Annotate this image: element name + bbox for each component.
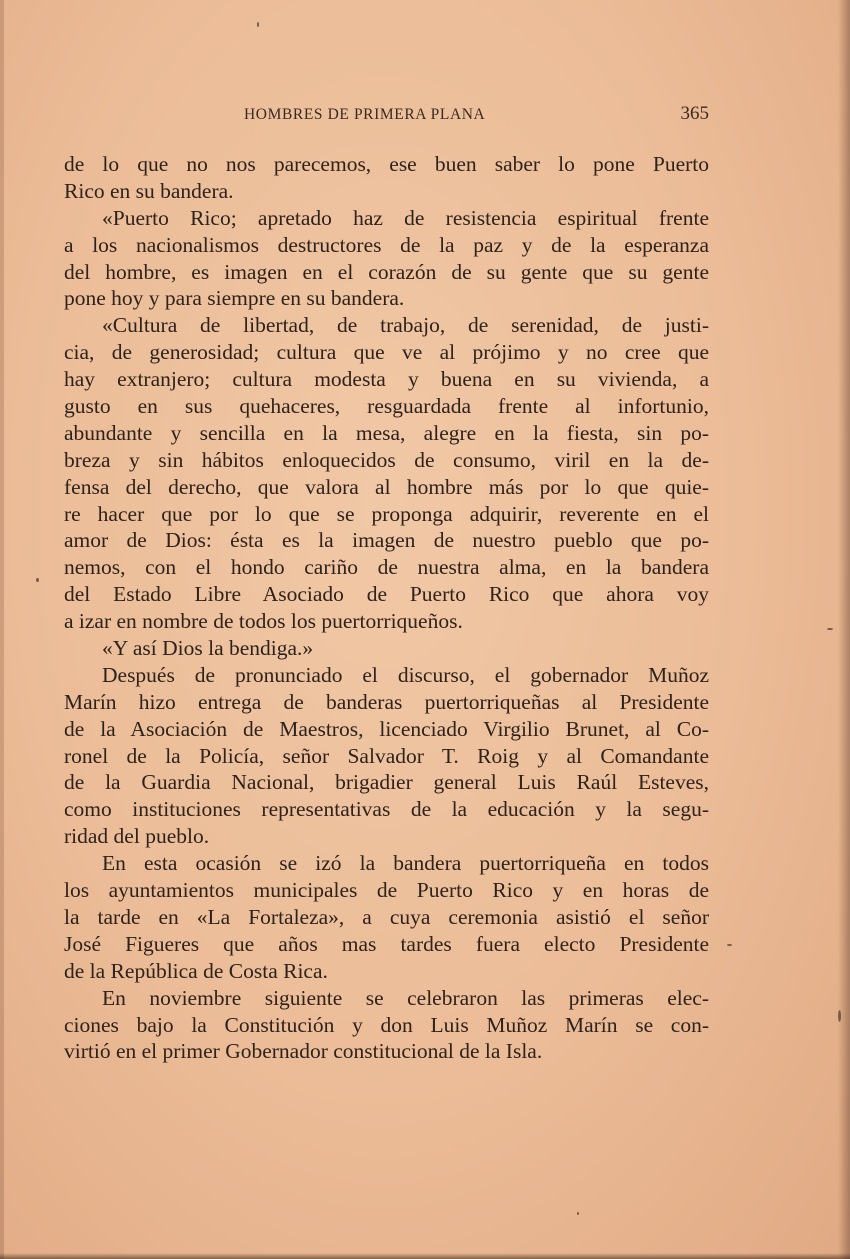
speck: [577, 1212, 579, 1215]
text-line: gusto en sus quehaceres, resguardada frente al infortunio,: [64, 394, 709, 419]
text-line: del hombre, es imagen en el corazón de su gente que su gente: [64, 259, 709, 284]
paragraph: [64, 985, 709, 1066]
text-line: los ayuntamientos municipales de Puerto Rico y en horas de: [64, 878, 709, 903]
body-text: [64, 151, 709, 1065]
paragraph: [64, 635, 709, 662]
text-line: de la República de Costa Rica.: [64, 958, 328, 983]
text-line: amor de Dios: ésta es la imagen de nuestro pueblo que po-: [64, 528, 709, 553]
speck: [827, 628, 833, 630]
text-line: «Cultura de libertad, de trabajo, de serenidad, de justi-: [102, 313, 709, 338]
speck: [727, 944, 732, 946]
speck: [838, 1010, 841, 1022]
text-line: Rico en su bandera.: [64, 178, 234, 203]
running-header: [64, 103, 709, 129]
paragraph: [64, 151, 709, 205]
page-number: 365: [680, 103, 709, 124]
text-line: En noviembre siguiente se celebraron las primeras elec-: [102, 985, 709, 1010]
page-edge-left: [0, 0, 4, 1259]
text-line: como instituciones representativas de la educación y la segu-: [64, 797, 709, 822]
text-line: «Puerto Rico; apretado haz de resistencia espiritual frente: [102, 205, 709, 230]
paragraph: [64, 312, 709, 635]
text-line: ronel de la Policía, señor Salvador T. Roig y al Comandante: [64, 743, 709, 768]
speck: [36, 578, 39, 582]
text-line: ridad del pueblo.: [64, 824, 210, 849]
text-line: abundante y sencilla en la mesa, alegre en la fiesta, sin po-: [64, 420, 709, 445]
text-line: de lo que no nos parecemos, ese buen saber lo pone Puerto: [64, 152, 709, 176]
running-title: HOMBRES DE PRIMERA PLANA: [244, 106, 486, 123]
text-line: fensa del derecho, que valora al hombre más por lo que quie-: [64, 474, 709, 499]
text-line: José Figueres que años mas tardes fuera electo Presidente: [64, 931, 709, 956]
text-line: hay extranjero; cultura modesta y buena en su vivienda, a: [64, 367, 709, 392]
text-line: de la Asociación de Maestros, licenciado Virgilio Brunet, al Co-: [64, 716, 709, 741]
text-line: de la Guardia Nacional, brigadier general Luis Raúl Esteves,: [64, 770, 709, 795]
page-edge-bottom: [0, 1253, 850, 1259]
paragraph: [64, 662, 709, 850]
text-line: En esta ocasión se izó la bandera puertorriqueña en todos: [102, 851, 709, 876]
text-line: «Y así Dios la bendiga.»: [102, 636, 314, 661]
text-line: cia, de generosidad; cultura que ve al prójimo y no cree que: [64, 340, 709, 365]
speck: [257, 22, 259, 27]
text-line: pone hoy y para siempre en su bandera.: [64, 286, 405, 311]
text-line: breza y sin hábitos enloquecidos de consumo, viril en la de-: [64, 447, 709, 472]
text-line: Después de pronunciado el discurso, el gobernador Muñoz: [102, 662, 709, 687]
text-line: re hacer que por lo que se proponga adquirir, reverente en el: [64, 501, 709, 526]
text-line: la tarde en «La Fortaleza», a cuya ceremonia asistió el señor: [64, 904, 709, 929]
text-line: del Estado Libre Asociado de Puerto Rico que ahora voy: [64, 582, 709, 607]
text-line: nemos, con el hondo cariño de nuestra alma, en la bandera: [64, 555, 709, 580]
paragraph: [64, 850, 709, 984]
text-line: ciones bajo la Constitución y don Luis Muñoz Marín se con-: [64, 1012, 709, 1037]
page-edge-right: [838, 0, 850, 1259]
paragraph: [64, 205, 709, 313]
text-line: a izar en nombre de todos los puertorriqueños.: [64, 609, 463, 634]
text-line: virtió en el primer Gobernador constitucional de la Isla.: [64, 1039, 543, 1064]
text-line: a los nacionalismos destructores de la paz y de la esperanza: [64, 232, 709, 257]
text-line: Marín hizo entrega de banderas puertorriqueñas al Presidente: [64, 689, 709, 714]
